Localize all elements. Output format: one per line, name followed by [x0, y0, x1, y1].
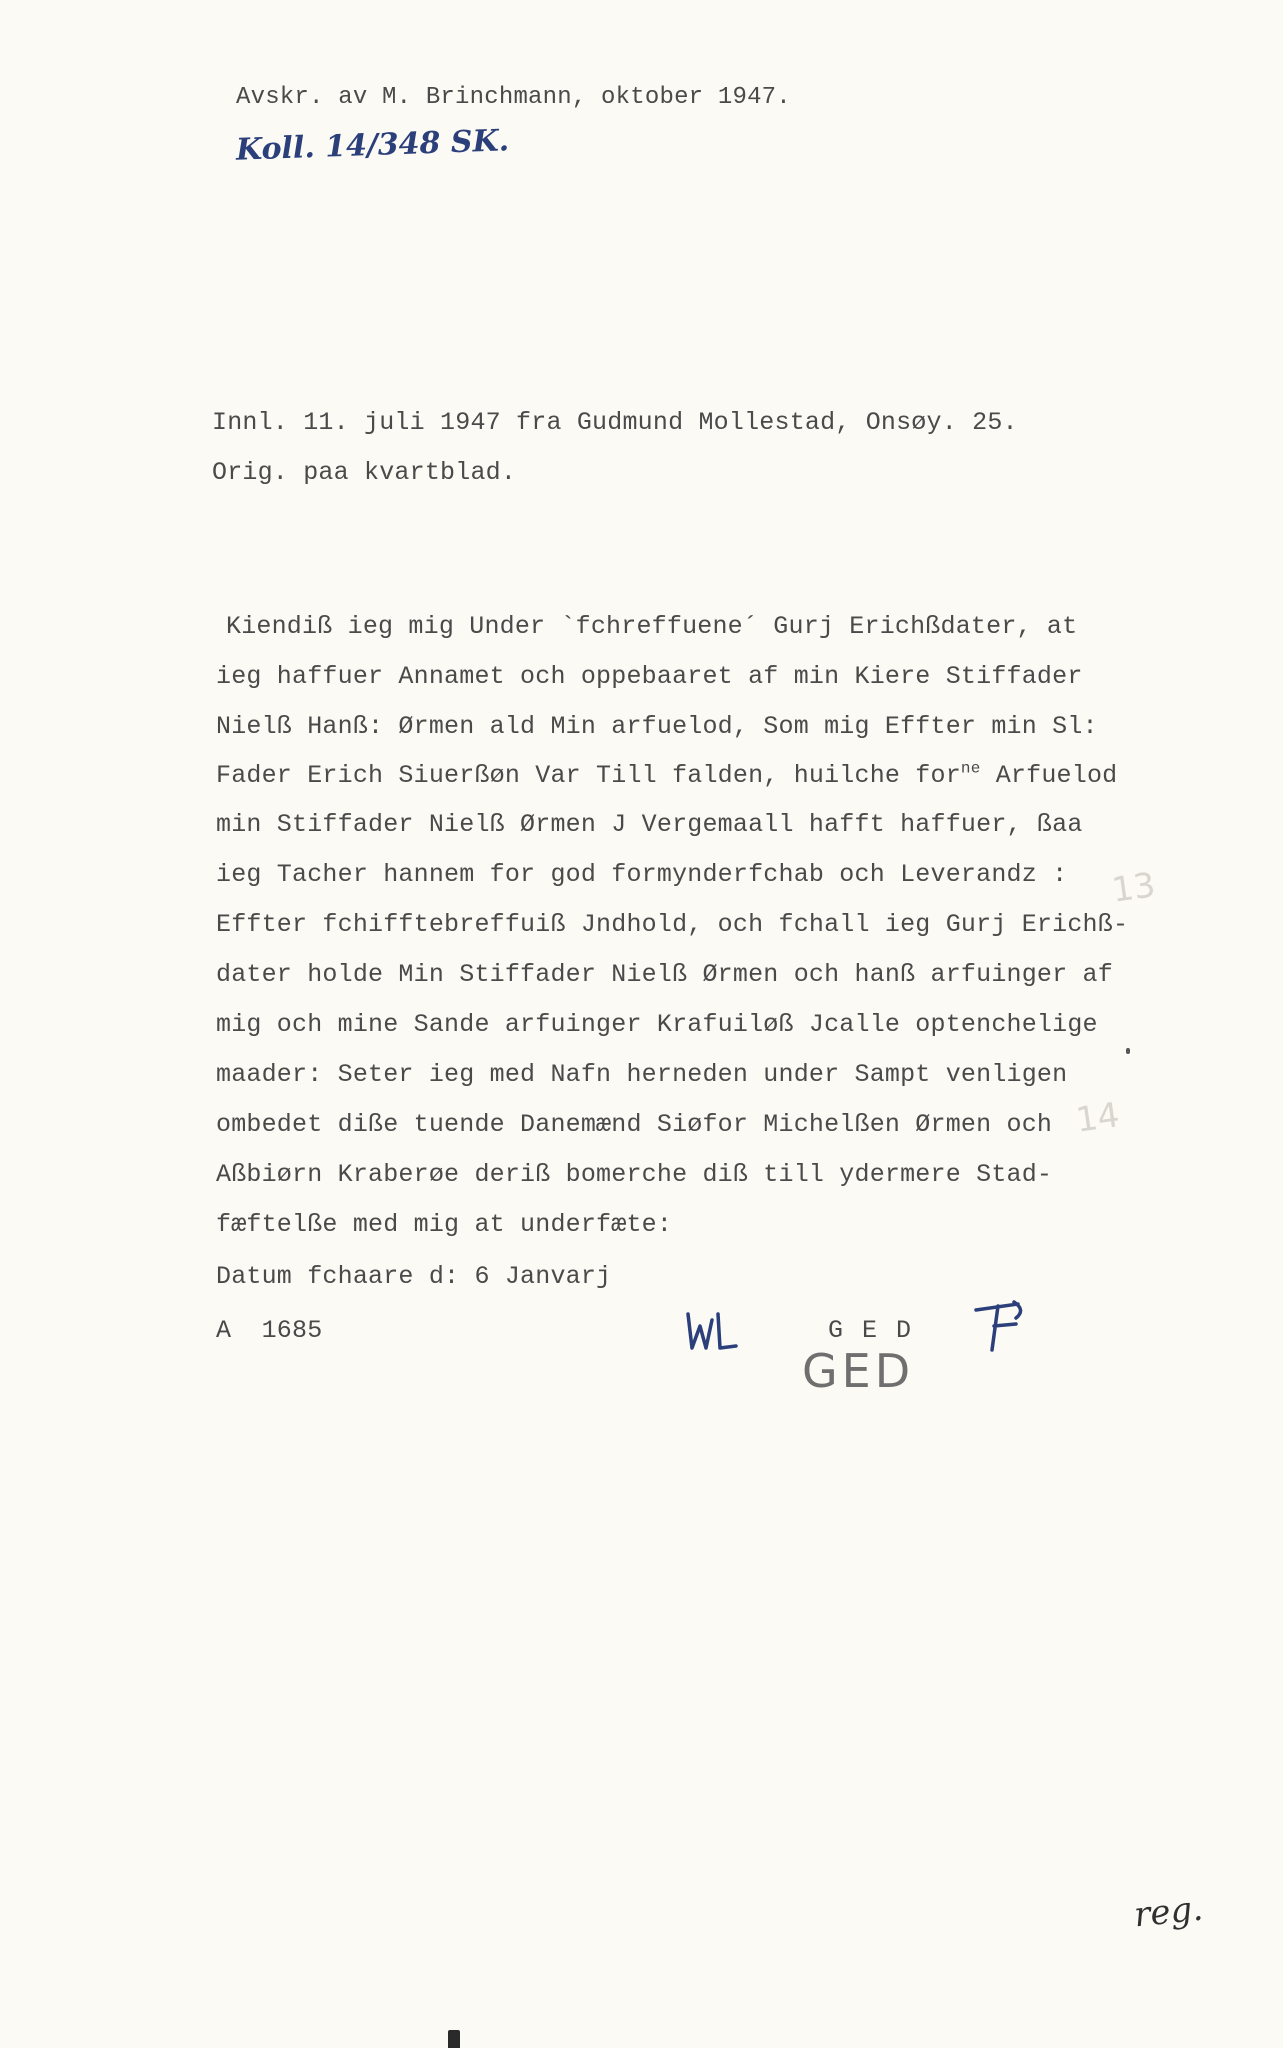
pencil-note-13: 13 — [1109, 865, 1158, 911]
intro-line-2: Orig. paa kvartblad. — [212, 458, 517, 487]
transcript-line-13: fæftelße med mig at underfæte: — [216, 1210, 673, 1239]
year-line: A 1685 — [216, 1316, 323, 1345]
transcript-line-6: ieg Tacher hannem for god formynderfchab och Leverandz : — [216, 860, 1068, 889]
transcription-header: Avskr. av M. Brinchmann, oktober 1947. — [236, 84, 791, 111]
transcript-line-1: Kiendiß ieg mig Under `fchreffuene´ Gurj Erichßdater, at — [226, 612, 1078, 641]
transcript-line-7: Effter fchifftebreffuiß Jndhold, och fchall ieg Gurj Erichß- — [216, 910, 1129, 939]
transcript-line-4-text: Fader Erich Siuerßøn Var Till falden, huilche for — [216, 761, 961, 790]
transcript-line-8: dater holde Min Stiffader Nielß Ørmen och hanß arfuinger af — [216, 960, 1113, 989]
margin-dot — [1126, 1048, 1130, 1054]
house-mark-cross — [964, 1296, 1034, 1356]
handwritten-initials: GED — [802, 1344, 915, 1398]
transcript-line-2: ieg haffuer Annamet och oppebaaret af min Kiere Stiffader — [216, 662, 1083, 691]
intro-line-1: Innl. 11. juli 1947 fra Gudmund Mollestad, Onsøy. 25. — [212, 408, 1018, 437]
superscript-ne: ne — [960, 759, 981, 778]
transcript-line-11: ombedet diße tuende Danemænd Siøfor Michelßen Ørmen och — [216, 1110, 1053, 1139]
house-mark-w — [682, 1308, 742, 1358]
transcript-line-4 — [216, 761, 1117, 790]
transcript-line-10: maader: Seter ieg med Nafn herneden under Sampt venligen — [216, 1060, 1068, 1089]
transcript-line-9: mig och mine Sande arfuinger Krafuiløß Jcalle optenchelige — [216, 1010, 1098, 1039]
transcript-line-5: min Stiffader Nielß Ørmen J Vergemaall hafft haffuer, ßaa — [216, 810, 1083, 839]
bottom-edge-mark — [448, 2030, 460, 2048]
corner-note-reg: reg. — [1132, 1888, 1205, 1936]
transcript-line-3: Nielß Hanß: Ørmen ald Min arfuelod, Som mig Effter min Sl: — [216, 712, 1098, 741]
pencil-note-14: 14 — [1073, 1095, 1122, 1141]
typed-initials: G E D — [828, 1316, 914, 1345]
transcript-line-14: Datum fchaare d: 6 Janvarj — [216, 1262, 612, 1291]
collection-reference: Koll. 14/348 SK. — [235, 123, 510, 168]
transcript-line-4-tail: Arfuelod — [995, 761, 1118, 790]
transcript-line-12: Aßbiørn Kraberøe deriß bomerche diß till ydermere Stad- — [216, 1160, 1053, 1189]
